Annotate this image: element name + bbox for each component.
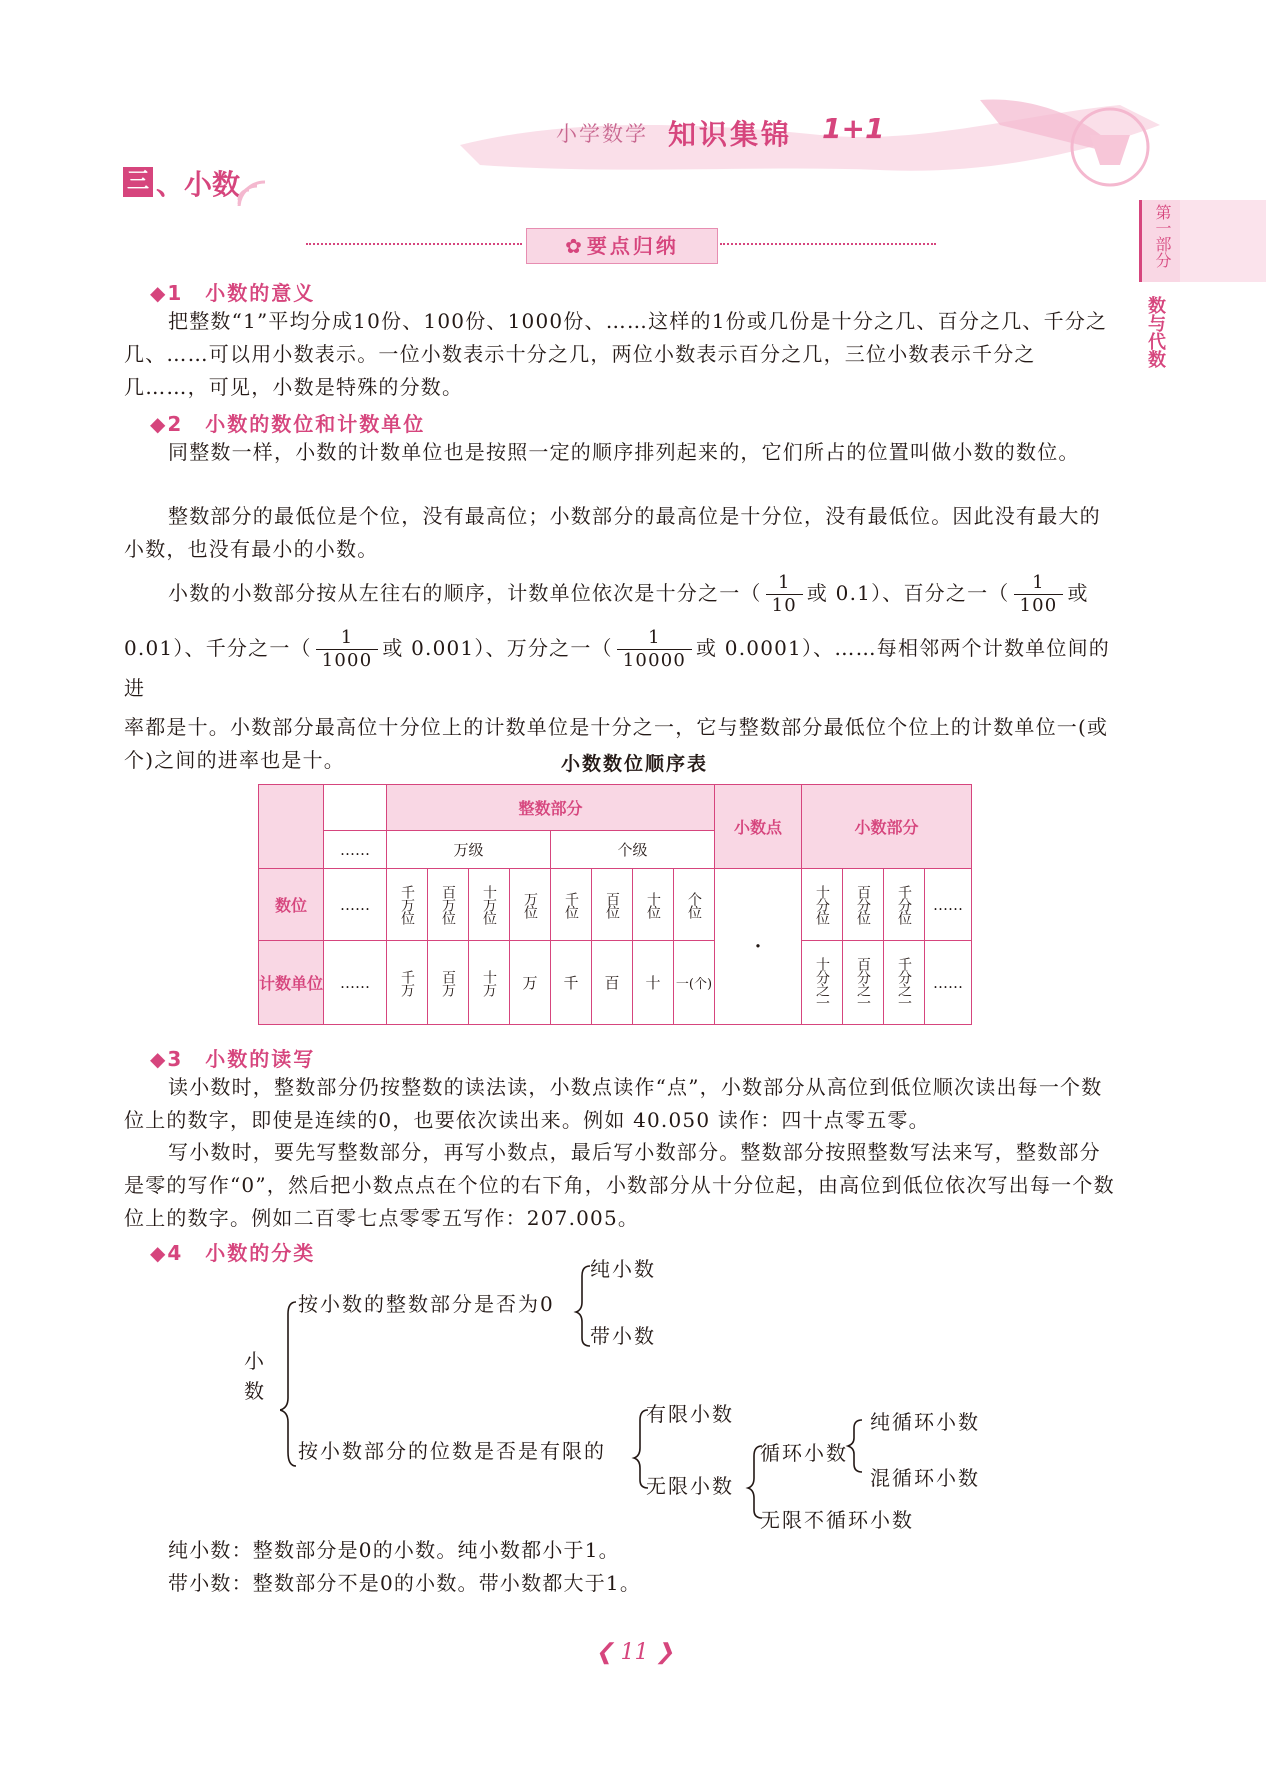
dec-place-cell: 千分位 bbox=[896, 885, 912, 924]
tree-root: 小数 bbox=[244, 1349, 266, 1403]
place-value-table: 整数部分 小数点 小数部分 …… 万级 个级 数位 …… 千万位 百万位 十万位 万位 千位 百位 十位 个位 · 十分位 百分位 千分位 …… 计数单位 …… 千万 百万 十万 万 千 百 十 一(个) 十分之一 百分之一 千分之一 …… bbox=[258, 784, 972, 1025]
chevron-right-icon: ❯ bbox=[655, 1640, 674, 1665]
paragraph-units-fractions: 小数的小数部分按从左往右的顺序，计数单位依次是十分之一（ $\frac{1}{10}$ 或 0.1）、百分之一（ $\frac{1}{100}$ 或 0.01）、千分之一（ $\frac{1}{1000}$ 或 0.001）、万分之一（ $\frac{1}{10000}$ 或 0.0001）、……每相邻两个计数单位间的进 率都是十。小数部分最高位十分位上的计数单位是十分之一，它与整数部分最低位个位上的计数单位一(或个)之间的进率也是十。 bbox=[124, 572, 1110, 772]
unit-cell: 千 bbox=[551, 941, 592, 1025]
banner-title: 知识集锦 bbox=[668, 118, 793, 151]
paragraph-places: 同整数一样，小数的计数单位也是按照一定的顺序排列起来的，它们所占的位置叫做小数的数位。 bbox=[168, 440, 1080, 464]
tree-leaf-nonrepeating: 无限不循环小数 bbox=[760, 1508, 914, 1532]
tree-leaf-pure-repeating: 纯循环小数 bbox=[870, 1410, 980, 1434]
page-number: ❮ 11 ❯ bbox=[595, 1640, 674, 1665]
row-label-units: 计数单位 bbox=[259, 941, 324, 1025]
heading-places-units: ◆2 小数的数位和计数单位 bbox=[150, 412, 426, 436]
banner-ribbon bbox=[460, 95, 1180, 215]
place-cell: 千万位 bbox=[399, 885, 415, 924]
paragraph-writing: 写小数时，要先写整数部分，再写小数点，最后写小数部分。整数部分按照整数写法来写，整数部分是零的写作“0”，然后把小数点点在个位的右下角，小数部分从十分位起，由高位到低位依次写出每一个数位上的数字。例如二百零七点零零五写作：207.005。 bbox=[124, 1140, 1115, 1230]
signal-icon bbox=[235, 178, 271, 206]
tree-branch-integer: 按小数的整数部分是否为0 bbox=[298, 1292, 555, 1316]
heading-classification: ◆4 小数的分类 bbox=[150, 1241, 316, 1265]
paragraph-meaning: 把整数“1”平均分成10份、100份、1000份、……这样的1份或几份是十分之几、百分之几、千分之几、……可以用小数表示。一位小数表示十分之几，两位小数表示百分之几，三位小数表示千分之几……，可见，小数是特殊的分数。 bbox=[124, 309, 1108, 399]
unit-cell: 百 bbox=[592, 941, 633, 1025]
paragraph-reading: 读小数时，整数部分仍按整数的读法读，小数点读作“点”，小数部分从高位到低位顺次读出每一个数位上的数字，即使是连续的0，也要依次读出来。例如 40.050 读作：四十点零五零。 bbox=[124, 1075, 1103, 1132]
section-title: 、小数 bbox=[156, 168, 241, 201]
fraction-thousandth: $\frac{1}{1000}$ bbox=[316, 627, 379, 672]
tree-leaf-mixed: 带小数 bbox=[590, 1324, 656, 1348]
summary-divider-left bbox=[306, 243, 522, 245]
unit-cell: 一(个) bbox=[674, 941, 715, 1025]
definition-pure: 纯小数：整数部分是0的小数。纯小数都小于1。 bbox=[168, 1538, 620, 1562]
place-cell: 百位 bbox=[604, 891, 620, 918]
ge-level: 个级 bbox=[551, 831, 715, 869]
place-cell: 千位 bbox=[563, 891, 579, 918]
unit-cell: 万 bbox=[510, 941, 551, 1025]
place-cell: 百万位 bbox=[440, 885, 456, 924]
dec-unit-cell: 百分之一 bbox=[855, 956, 871, 1009]
section-badge-label: 三 bbox=[126, 169, 149, 194]
banner-subtitle: 小学数学 bbox=[556, 122, 648, 146]
chevron-left-icon: ❮ bbox=[595, 1640, 614, 1665]
dec-unit-cell: 千分之一 bbox=[896, 956, 912, 1009]
int-part-header: 整数部分 bbox=[387, 785, 715, 831]
point-header: 小数点 bbox=[715, 785, 802, 869]
summary-title-box bbox=[526, 228, 718, 264]
unit-cell: 千万 bbox=[399, 969, 415, 996]
tree-leaf-pure: 纯小数 bbox=[590, 1257, 656, 1281]
definition-mixed: 带小数：整数部分不是0的小数。带小数都大于1。 bbox=[168, 1571, 642, 1595]
side-tab-part: 第一部分 bbox=[1153, 204, 1172, 268]
place-cell: 十万位 bbox=[481, 885, 497, 924]
dec-unit-cell: 十分之一 bbox=[814, 956, 830, 1009]
unit-cell: 十 bbox=[633, 941, 674, 1025]
place-cell: 万位 bbox=[522, 891, 538, 918]
wan-level: 万级 bbox=[387, 831, 551, 869]
fraction-ten-thousandth: $\frac{1}{10000}$ bbox=[617, 627, 692, 672]
tree-branch-repeating: 循环小数 bbox=[760, 1441, 848, 1465]
summary-divider-right bbox=[720, 243, 936, 245]
unit-cell: 十万 bbox=[481, 969, 497, 996]
unit-cell: 百万 bbox=[440, 969, 456, 996]
side-tab-extension bbox=[1180, 200, 1266, 282]
heading-read-write: ◆3 小数的读写 bbox=[150, 1047, 316, 1071]
tree-branch-infinite: 无限小数 bbox=[646, 1474, 734, 1498]
dots-cell: …… bbox=[324, 831, 387, 869]
tree-branch-digits: 按小数部分的位数是否是有限的 bbox=[298, 1439, 606, 1463]
tree-leaf-finite: 有限小数 bbox=[646, 1402, 734, 1426]
place-cell: 十位 bbox=[645, 891, 661, 918]
heading-meaning: ◆1 小数的意义 bbox=[150, 281, 316, 305]
fraction-tenth: $\frac{1}{10}$ bbox=[766, 572, 803, 617]
side-tab bbox=[1139, 200, 1182, 282]
dec-part-header: 小数部分 bbox=[802, 785, 972, 869]
paragraph-highest-lowest: 整数部分的最低位是个位，没有最高位；小数部分的最高位是十分位，没有最低位。因此没有最大的小数，也没有最小的小数。 bbox=[124, 504, 1101, 561]
flower-icon: ✿ bbox=[565, 234, 582, 258]
summary-title: 要点归纳 bbox=[586, 234, 679, 258]
row-label-places: 数位 bbox=[259, 869, 324, 941]
place-cell: 个位 bbox=[686, 891, 702, 918]
fraction-hundredth: $\frac{1}{100}$ bbox=[1014, 572, 1064, 617]
decimal-point-mark: · bbox=[715, 869, 802, 1025]
dec-place-cell: 十分位 bbox=[814, 885, 830, 924]
banner-number: 1+1 bbox=[822, 112, 885, 145]
tree-leaf-mixed-repeating: 混循环小数 bbox=[870, 1466, 980, 1490]
side-tab-topic: 数与代数 bbox=[1145, 296, 1166, 368]
section-badge bbox=[123, 167, 153, 197]
table-caption: 小数数位顺序表 bbox=[560, 753, 708, 775]
dec-place-cell: 百分位 bbox=[855, 885, 871, 924]
